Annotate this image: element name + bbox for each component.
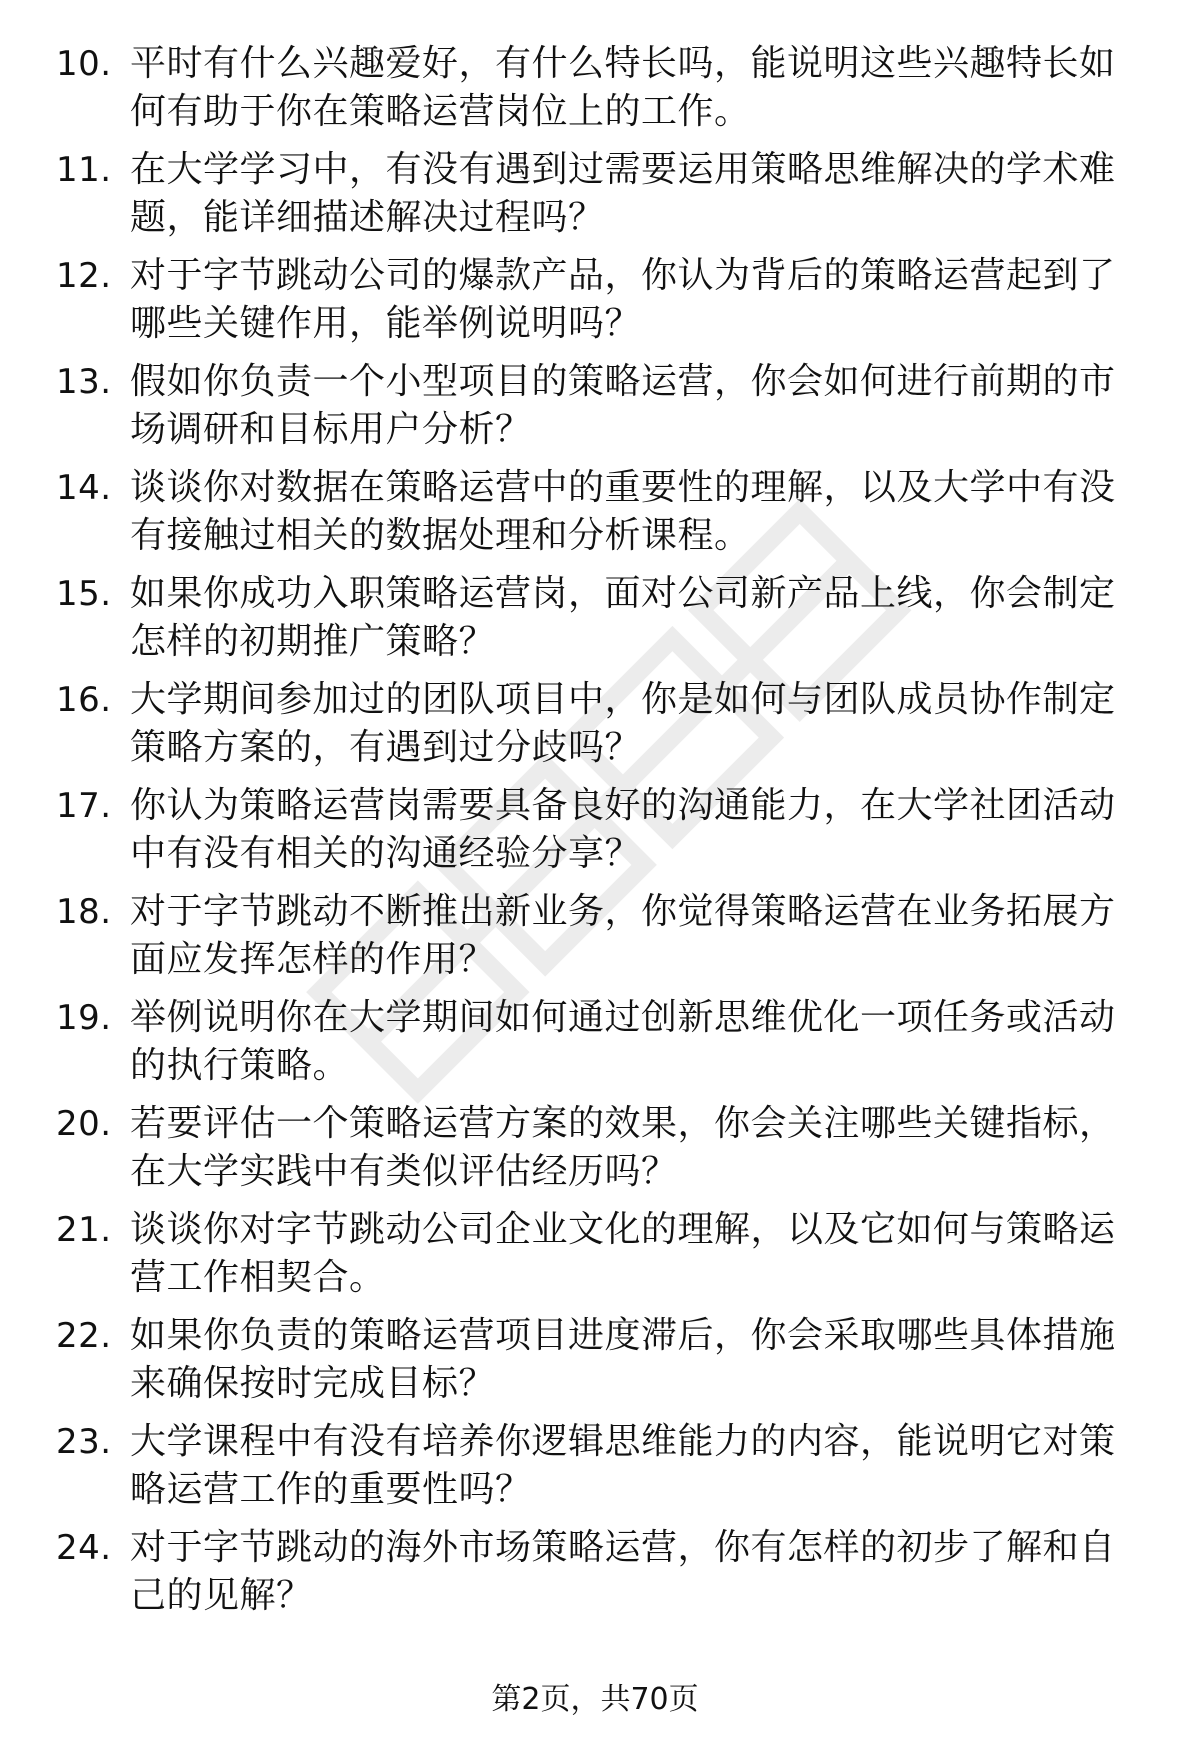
question-number: 23. <box>56 1422 112 1462</box>
question-number: 20. <box>56 1104 112 1144</box>
question-text: 你认为策略运营岗需要具备良好的沟通能力，在大学社团活动中有没有相关的沟通经验分享？ <box>130 785 1116 874</box>
question-number: 22. <box>56 1316 112 1356</box>
list-item <box>56 464 1146 570</box>
question-text: 对于字节跳动的海外市场策略运营，你有怎样的初步了解和自己的见解？ <box>130 1527 1116 1616</box>
list-item <box>56 1524 1146 1630</box>
question-number: 21. <box>56 1210 112 1250</box>
question-number: 14. <box>56 468 112 508</box>
list-item <box>56 252 1146 358</box>
list-item <box>56 782 1146 888</box>
question-text: 谈谈你对数据在策略运营中的重要性的理解，以及大学中有没有接触过相关的数据处理和分析课程。 <box>130 467 1116 556</box>
list-item <box>56 570 1146 676</box>
list-item <box>56 1206 1146 1312</box>
question-number: 16. <box>56 680 112 720</box>
question-list <box>56 40 1146 1630</box>
list-item <box>56 146 1146 252</box>
list-item <box>56 676 1146 782</box>
list-item <box>56 1100 1146 1206</box>
question-text: 谈谈你对字节跳动公司企业文化的理解，以及它如何与策略运营工作相契合。 <box>130 1209 1116 1298</box>
question-number: 19. <box>56 998 112 1038</box>
question-number: 15. <box>56 574 112 614</box>
list-item <box>56 1312 1146 1418</box>
question-text: 举例说明你在大学期间如何通过创新思维优化一项任务或活动的执行策略。 <box>130 997 1116 1086</box>
question-number: 13. <box>56 362 112 402</box>
question-number: 11. <box>56 150 112 190</box>
question-text: 对于字节跳动公司的爆款产品，你认为背后的策略运营起到了哪些关键作用，能举例说明吗？ <box>130 255 1116 344</box>
question-text: 在大学学习中，有没有遇到过需要运用策略思维解决的学术难题，能详细描述解决过程吗？ <box>130 149 1116 238</box>
list-item <box>56 1418 1146 1524</box>
question-text: 大学课程中有没有培养你逻辑思维能力的内容，能说明它对策略运营工作的重要性吗？ <box>130 1421 1116 1510</box>
question-number: 17. <box>56 786 112 826</box>
page-number-footer: 第2页，共70页 <box>491 1682 699 1717</box>
question-text: 大学期间参加过的团队项目中，你是如何与团队成员协作制定策略方案的，有遇到过分歧吗？ <box>130 679 1116 768</box>
question-text: 对于字节跳动不断推出新业务，你觉得策略运营在业务拓展方面应发挥怎样的作用？ <box>130 891 1116 980</box>
list-item <box>56 994 1146 1100</box>
question-text: 若要评估一个策略运营方案的效果，你会关注哪些关键指标，在大学实践中有类似评估经历吗？ <box>130 1103 1116 1192</box>
question-text: 如果你成功入职策略运营岗，面对公司新产品上线，你会制定怎样的初期推广策略？ <box>130 573 1116 662</box>
list-item <box>56 888 1146 994</box>
list-item <box>56 358 1146 464</box>
question-text: 平时有什么兴趣爱好，有什么特长吗，能说明这些兴趣特长如何有助于你在策略运营岗位上的工作。 <box>130 43 1116 132</box>
list-item <box>56 40 1146 146</box>
question-text: 假如你负责一个小型项目的策略运营，你会如何进行前期的市场调研和目标用户分析？ <box>130 361 1116 450</box>
question-number: 10. <box>56 44 112 84</box>
question-number: 18. <box>56 892 112 932</box>
question-number: 24. <box>56 1528 112 1568</box>
question-text: 如果你负责的策略运营项目进度滞后，你会采取哪些具体措施来确保按时完成目标？ <box>130 1315 1116 1404</box>
question-number: 12. <box>56 256 112 296</box>
